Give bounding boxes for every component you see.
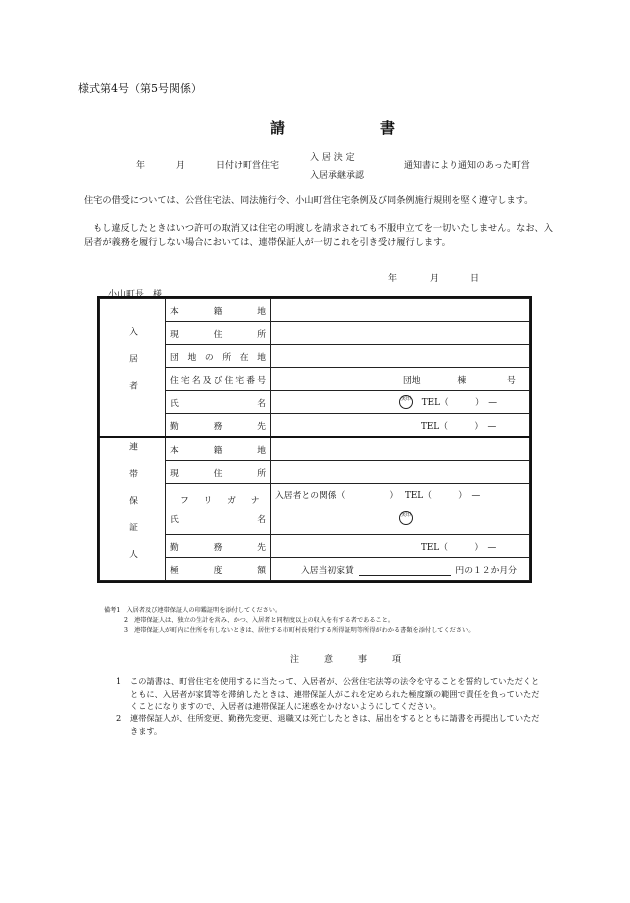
remark-2: 2 連帯保証人は、独立の生計を営み、かつ、入居者と同程度以上の収入を有する者であること。: [124, 617, 395, 624]
intro-option-succession: 入居承継承認: [310, 171, 365, 181]
guarantor-limit-field[interactable]: [271, 558, 530, 581]
caution-item-1-text: この請書は、町営住宅を使用するに当たって、入居者が、公営住宅法等の法令を守ることを誓約していただくとともに、入居者が家賃等を滞納したときは、連帯保証人がこれを定められた極度額の範囲で責任を負っていただくことになりますので、入居者は連帯保証人に迷惑をかけないようにしてください。: [130, 676, 540, 711]
addressee: 小山町長 様: [108, 290, 163, 300]
guarantor-name-label-cell: [166, 484, 271, 535]
guarantor-name-label: 氏 名: [170, 515, 266, 525]
guarantor-workplace-field[interactable]: [271, 535, 530, 558]
tenant-name-field[interactable]: [271, 391, 530, 414]
limit-suffix: 円の１２か月分: [455, 565, 517, 576]
caution-item-1-number: 1: [116, 676, 122, 686]
date-day: 日: [470, 274, 480, 284]
intro-year: 年: [136, 161, 146, 171]
guarantor-name-field[interactable]: [271, 484, 530, 535]
guarantor-seal-mark: 実印: [399, 511, 413, 525]
guarantor-domicile-label: 本 籍 地: [166, 437, 271, 461]
body-paragraph-1: 住宅の借受については、公営住宅法、同法施行令、小山町営住宅条例及び同条例施行規則を堅く遵守します。: [84, 195, 534, 206]
body-paragraph-2: もし違反したときはいつ許可の取消又は住宅の明渡しを請求されても不服申立てを一切いたしません。なお、入居者が義務を履行しない場合においては、連帯保証人が一切これを引き受け履行します。: [84, 223, 553, 248]
tenant-address-field[interactable]: [271, 322, 530, 345]
intro-suffix: 通知書により通知のあった町営: [404, 161, 530, 171]
caution-item-2: [116, 712, 546, 737]
tenant-name-label: 氏 名: [166, 391, 271, 414]
building-unit-label: 棟: [457, 375, 467, 386]
intro-month: 月: [176, 161, 186, 171]
tenant-housing-name-label: 住宅名及び住宅番号: [166, 368, 271, 391]
guarantor-group-label: 連帯保証人: [100, 437, 166, 581]
tenant-housing-name-field[interactable]: [271, 368, 530, 391]
tenant-group-label: 入居者: [100, 299, 166, 438]
caution-item-1: [116, 675, 546, 713]
form-number: 様式第4号（第5号関係）: [78, 82, 202, 95]
caution-item-2-number: 2: [116, 713, 122, 723]
tenant-domicile-label: 本 籍 地: [166, 299, 271, 322]
limit-amount-blank[interactable]: [359, 575, 451, 576]
tenant-workplace-label: 勤 務 先: [166, 414, 271, 438]
complex-unit-label: 団地: [403, 375, 421, 386]
intro-option-decision: 入 居 決 定: [310, 153, 355, 163]
guarantor-domicile-field[interactable]: [271, 437, 530, 461]
guarantor-relation: 入居者との関係（ ）: [275, 491, 399, 501]
caution-title: 注 意 事 項: [290, 655, 410, 665]
tenant-seal-mark: 実印: [399, 395, 413, 409]
caution-item-2-text: 連帯保証人が、住所変更、勤務先変更、退職又は死亡したときは、届出をするとともに請書を再提出していただきます。: [130, 713, 540, 736]
tenant-address-label: 現 住 所: [166, 322, 271, 345]
remark-3: 3 連帯保証人が町内に住所を有しないときは、居住する市町村長発行する所得証明等所得がわかる書類を添付してください。: [124, 627, 475, 634]
guarantor-workplace-label: 勤 務 先: [166, 535, 271, 558]
guarantor-workplace-tel: TEL（ ） —: [421, 542, 497, 553]
remark-1: 備考1 入居者及び連帯保証人の印鑑証明を添付してください。: [104, 607, 282, 614]
intro-dated-housing: 日付け町営住宅: [216, 161, 280, 171]
tenant-complex-location-label: 団 地 の 所 在 地: [166, 345, 271, 368]
date-year: 年: [388, 274, 398, 284]
number-unit-label: 号: [507, 375, 516, 386]
tenant-workplace-tel: TEL（ ） —: [421, 421, 497, 432]
guarantor-furigana-label: フ リ ガ ナ: [180, 496, 266, 506]
document-title: 請 書: [270, 119, 436, 137]
limit-prefix: 入居当初家賃: [301, 565, 354, 576]
tenant-workplace-field[interactable]: [271, 414, 530, 438]
tenant-tel: TEL（ ） —: [421, 397, 498, 408]
tenant-complex-location-field[interactable]: [271, 345, 530, 368]
guarantor-tel: TEL（ ） —: [404, 491, 481, 501]
tenant-domicile-field[interactable]: [271, 299, 530, 322]
guarantor-limit-label: 極 度 額: [166, 558, 271, 581]
date-month: 月: [430, 274, 440, 284]
guarantor-address-field[interactable]: [271, 461, 530, 484]
application-form-table: [99, 298, 530, 581]
guarantor-address-label: 現 住 所: [166, 461, 271, 484]
